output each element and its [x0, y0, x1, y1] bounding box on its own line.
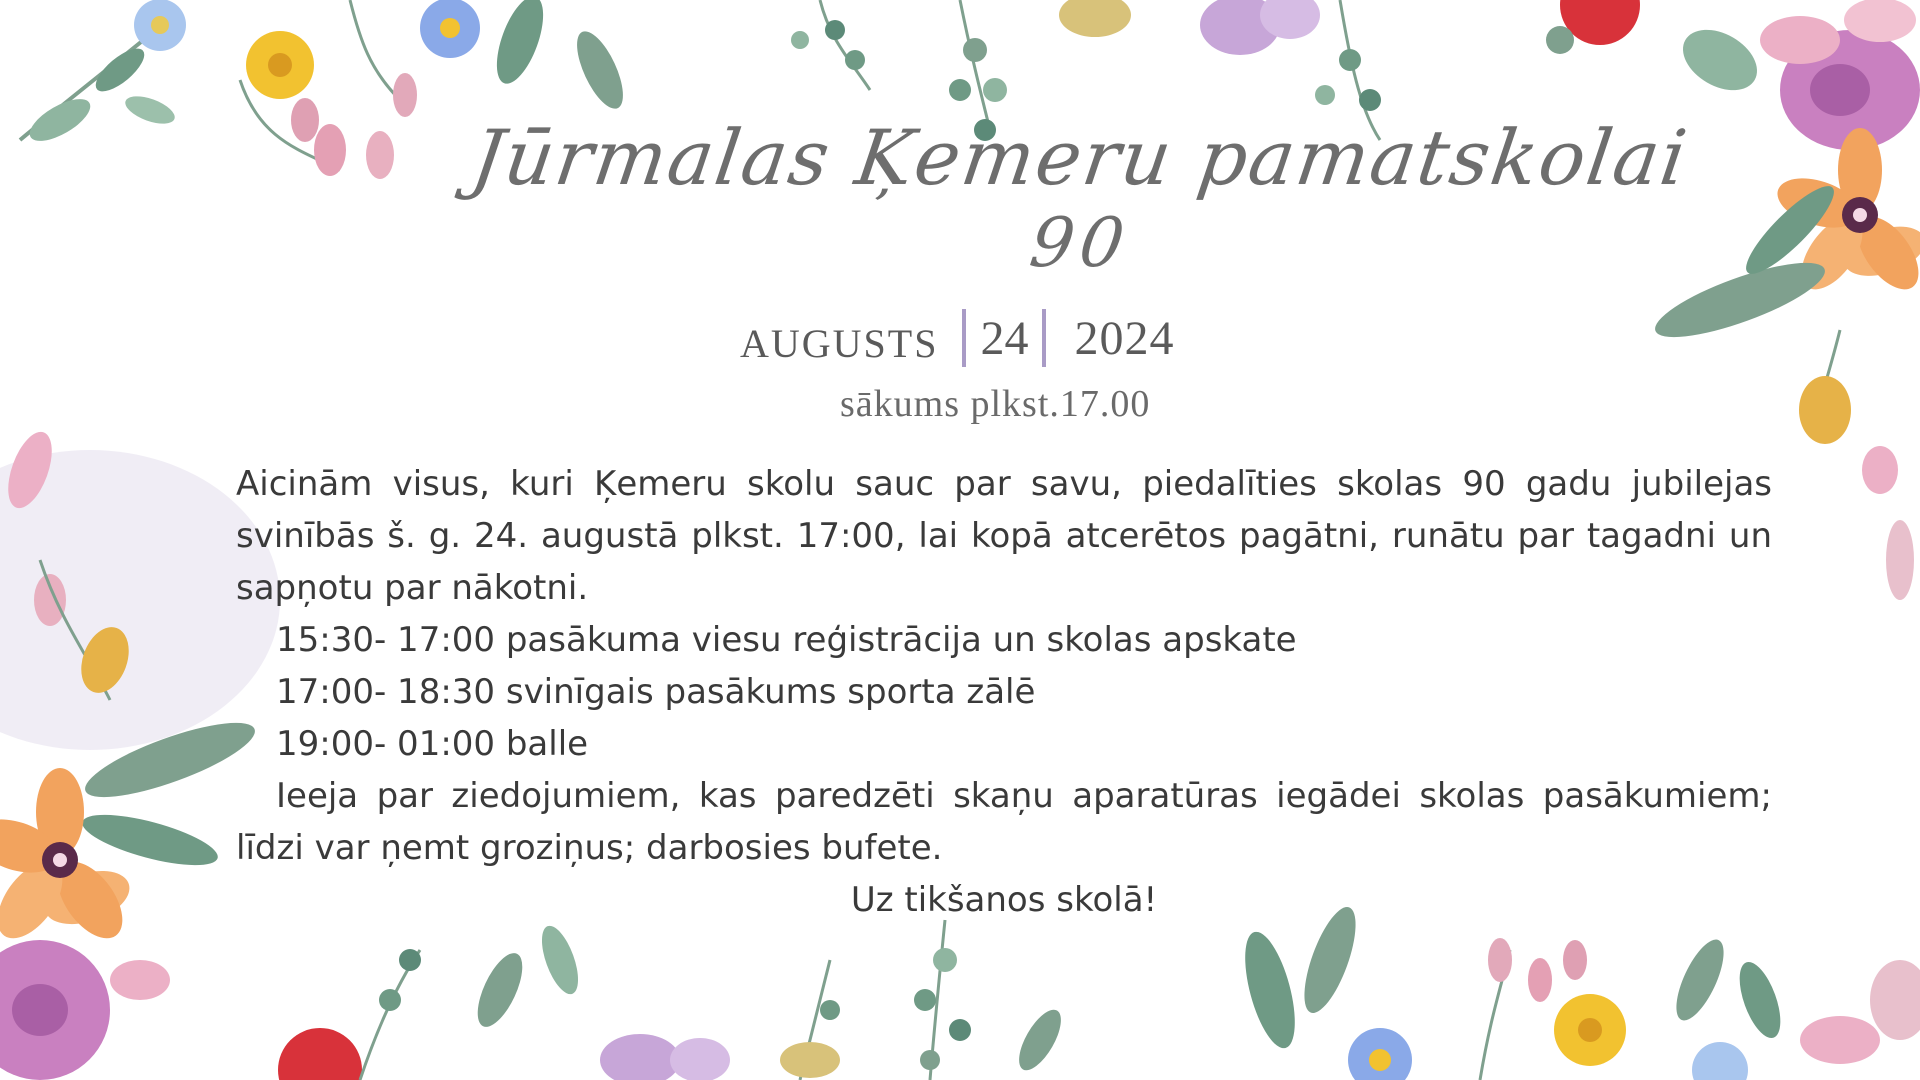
schedule-item: 15:30- 17:00 pasākuma viesu reģistrācija un skolas apskate	[276, 620, 1297, 660]
date-month: AUGUSTS	[740, 320, 939, 366]
schedule-item: 19:00- 01:00 balle	[276, 724, 589, 764]
date-divider	[1042, 309, 1046, 367]
anniversary-number: 90	[1025, 204, 1135, 283]
invitation-body	[236, 458, 1772, 926]
date-day: 24	[980, 311, 1029, 365]
date-year: 2024	[1074, 311, 1175, 365]
donation-note: Ieeja par ziedojumiem, kas paredzēti skaņu aparatūras iegādei skolas pasākumiem; līdzi var ņemt groziņus; darbosies bufete.	[236, 776, 1772, 868]
date-divider	[962, 309, 966, 367]
closing-line: Uz tikšanos skolā!	[850, 880, 1158, 920]
start-time: sākums plkst.17.00	[840, 383, 1151, 425]
invitation-title: Jūrmalas Ķemeru pamatskolai	[466, 113, 1694, 202]
event-date	[740, 308, 1174, 368]
floral-border-bottom	[278, 901, 1920, 1080]
intro-paragraph: Aicinām visus, kuri Ķemeru skolu sauc par savu, piedalīties skolas 90 gadu jubilejas svinībās š. g. 24. augustā plkst. 17:00, lai kopā atcerētos pagātni, runātu par tagadni un sapņotu par nākotni.	[236, 464, 1772, 608]
schedule-item: 17:00- 18:30 svinīgais pasākums sporta zālē	[276, 672, 1036, 712]
